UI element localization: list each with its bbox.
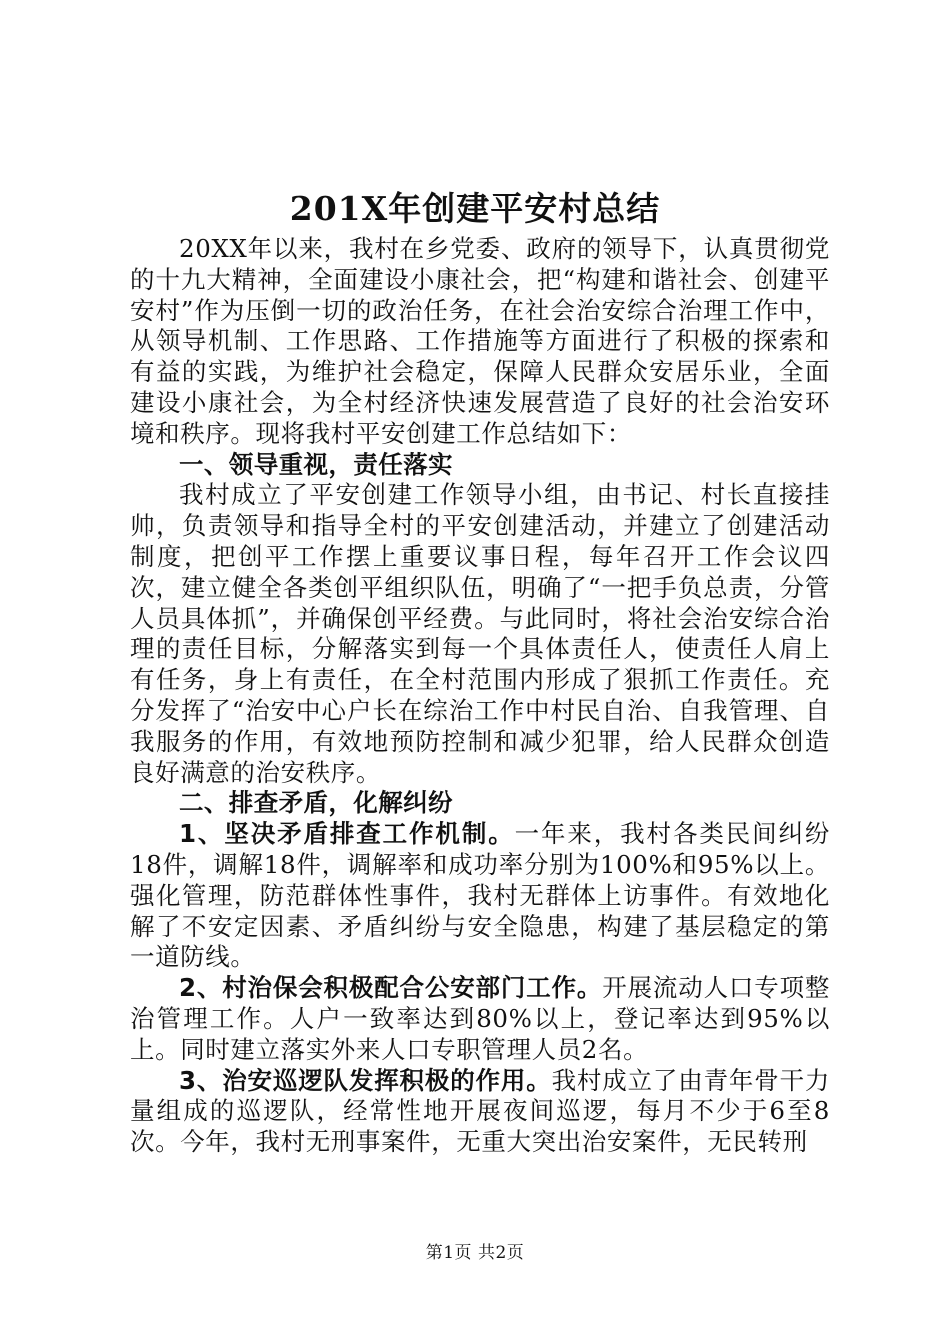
section-heading-2: 二、排查矛盾，化解纠纷	[179, 788, 453, 818]
list-item-2-text: 开展流动人口专项整治管理工作。人户一致率达到80%以上，登记率达到95%以上。同时建立落实外来人口专职管理人员2名。	[130, 973, 831, 1064]
intro-paragraph: 20XX年以来，我村在乡党委、政府的领导下，认真贯彻党的十九大精神，全面建设小康社会，把“构建和谐社会、创建平安村”作为压倒一切的政治任务，在社会治安综合治理工作中，从领导机制、工作思路、工作措施等方面进行了积极的探索和有益的实践，为维护社会稳定，保障人民群众安居乐业，全面建设小康社会，为全村经济快速发展营造了良好的社会治安环境和秩序。现将我村平安创建工作总结如下：	[130, 234, 830, 448]
document-title: 201X年创建平安村总结	[289, 189, 661, 228]
list-item-1	[130, 819, 830, 973]
list-item-3-text: 我村成立了由青年骨干力量组成的巡逻队，经常性地开展夜间巡逻，每月不少于6至8次。今年，我村无刑事案件，无重大突出治安案件，无民转刑	[130, 1065, 830, 1157]
list-item-3	[130, 1066, 830, 1158]
section-1-paragraph: 我村成立了平安创建工作领导小组，由书记、村长直接挂帅，负责领导和指导全村的平安创建活动，并建立了创建活动制度，把创平工作摆上重要议事日程，每年召开工作会议四次，建立健全各类创平组织队伍，明确了“一把手负总责，分管人员具体抓”，并确保创平经费。与此同时，将社会治安综合治理的责任目标，分解落实到每一个具体责任人，使责任人肩上有任务，身上有责任，在全村范围内形成了狠抓工作责任。充分发挥了“治安中心户长在综治工作中村民自治、自我管理、自我服务的作用，有效地预防控制和减少犯罪，给人民群众创造良好满意的治安秩序。	[130, 480, 830, 787]
list-item-1-text: 一年来，我村各类民间纠纷18件，调解18件，调解率和成功率分别为100%和95%以上。强化管理，防范群体性事件，我村无群体上访事件。有效地化解了不安定因素、矛盾纠纷与安全隐患，构建了基层稳定的第一道防线。	[130, 819, 830, 972]
section-heading-1: 一、领导重视，责任落实	[179, 449, 453, 479]
list-item-1-lead: 1、坚决矛盾排查工作机制。	[179, 819, 515, 849]
list-item-2	[130, 973, 830, 1065]
list-item-2-lead: 2、村治保会积极配合公安部门工作。	[179, 973, 603, 1003]
page-footer: 第1页 共2页	[425, 1243, 525, 1263]
document-body	[130, 234, 830, 1158]
list-item-3-lead: 3、治安巡逻队发挥积极的作用。	[179, 1065, 552, 1095]
